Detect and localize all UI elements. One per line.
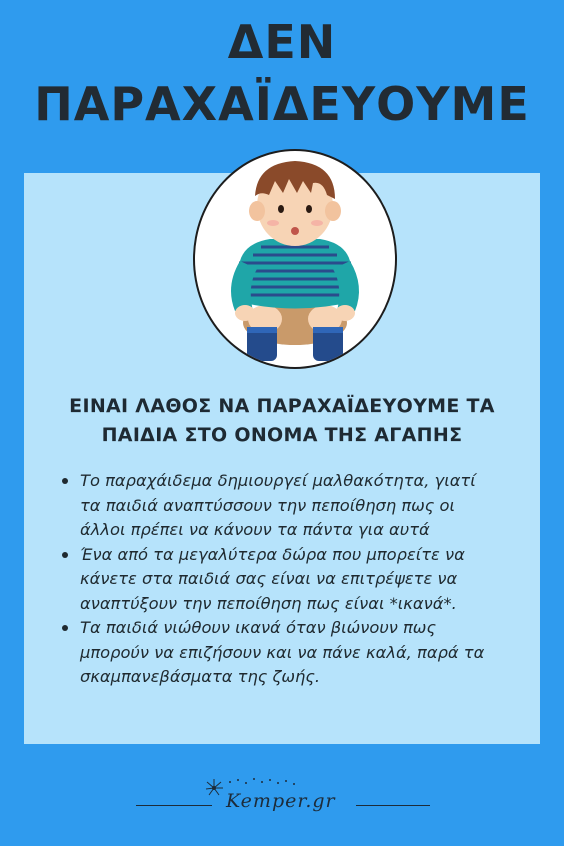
list-item — [58, 543, 518, 617]
bullet-text-line: Ένα από τα μεγαλύτερα δώρα που μπορείτε να — [80, 544, 465, 564]
brand-name: Kemper.gr — [226, 790, 336, 812]
footer-divider-left — [136, 805, 212, 806]
title-line-2: ΠΑΡΑΧΑΪΔΕΥΟΥΜΕ — [34, 77, 530, 131]
bullet-list — [58, 469, 518, 690]
bullet-text-line: Το παραχάιδεμα δημιουργεί μαλθακότητα, γιατί — [80, 471, 476, 490]
child-sitting-icon — [195, 151, 395, 367]
list-item — [58, 616, 518, 690]
bullet-text-line: άλλοι πρέπει να κάνουν τα πάντα για αυτά — [80, 520, 430, 539]
subheading-line-1: ΕΙΝΑΙ ΛΑΘΟΣ ΝΑ ΠΑΡΑΧΑΪΔΕΥΟΥΜΕ ΤΑ — [69, 395, 495, 417]
list-item — [58, 469, 518, 543]
bullet-text-line: μπορούν να επιζήσουν και να πάνε καλά, παρά τα — [80, 642, 485, 662]
bullet-text-line: τα παιδιά αναπτύσσουν την πεποίθηση πως οι — [80, 495, 456, 515]
footer — [0, 770, 564, 830]
bullet-text-line: κάνετε στα παιδιά σας είναι να επιτρέψετε να — [80, 569, 458, 588]
subheading — [24, 392, 540, 450]
child-illustration — [193, 149, 397, 369]
title-line-1: ΔΕΝ — [227, 15, 337, 69]
footer-divider-right — [356, 805, 430, 806]
subheading-line-2: ΠΑΙΔΙΑ ΣΤΟ ΟΝΟΜΑ ΤΗΣ ΑΓΑΠΗΣ — [101, 424, 463, 446]
bullet-text-line: Τα παιδιά νιώθουν ικανά όταν βιώνουν πως — [80, 618, 437, 637]
bullet-text-line: σκαμπανεβάσματα της ζωής. — [80, 667, 321, 686]
bullet-text-line: αναπτύξουν την πεποίθηση πως είναι *ικανά*. — [80, 593, 457, 613]
